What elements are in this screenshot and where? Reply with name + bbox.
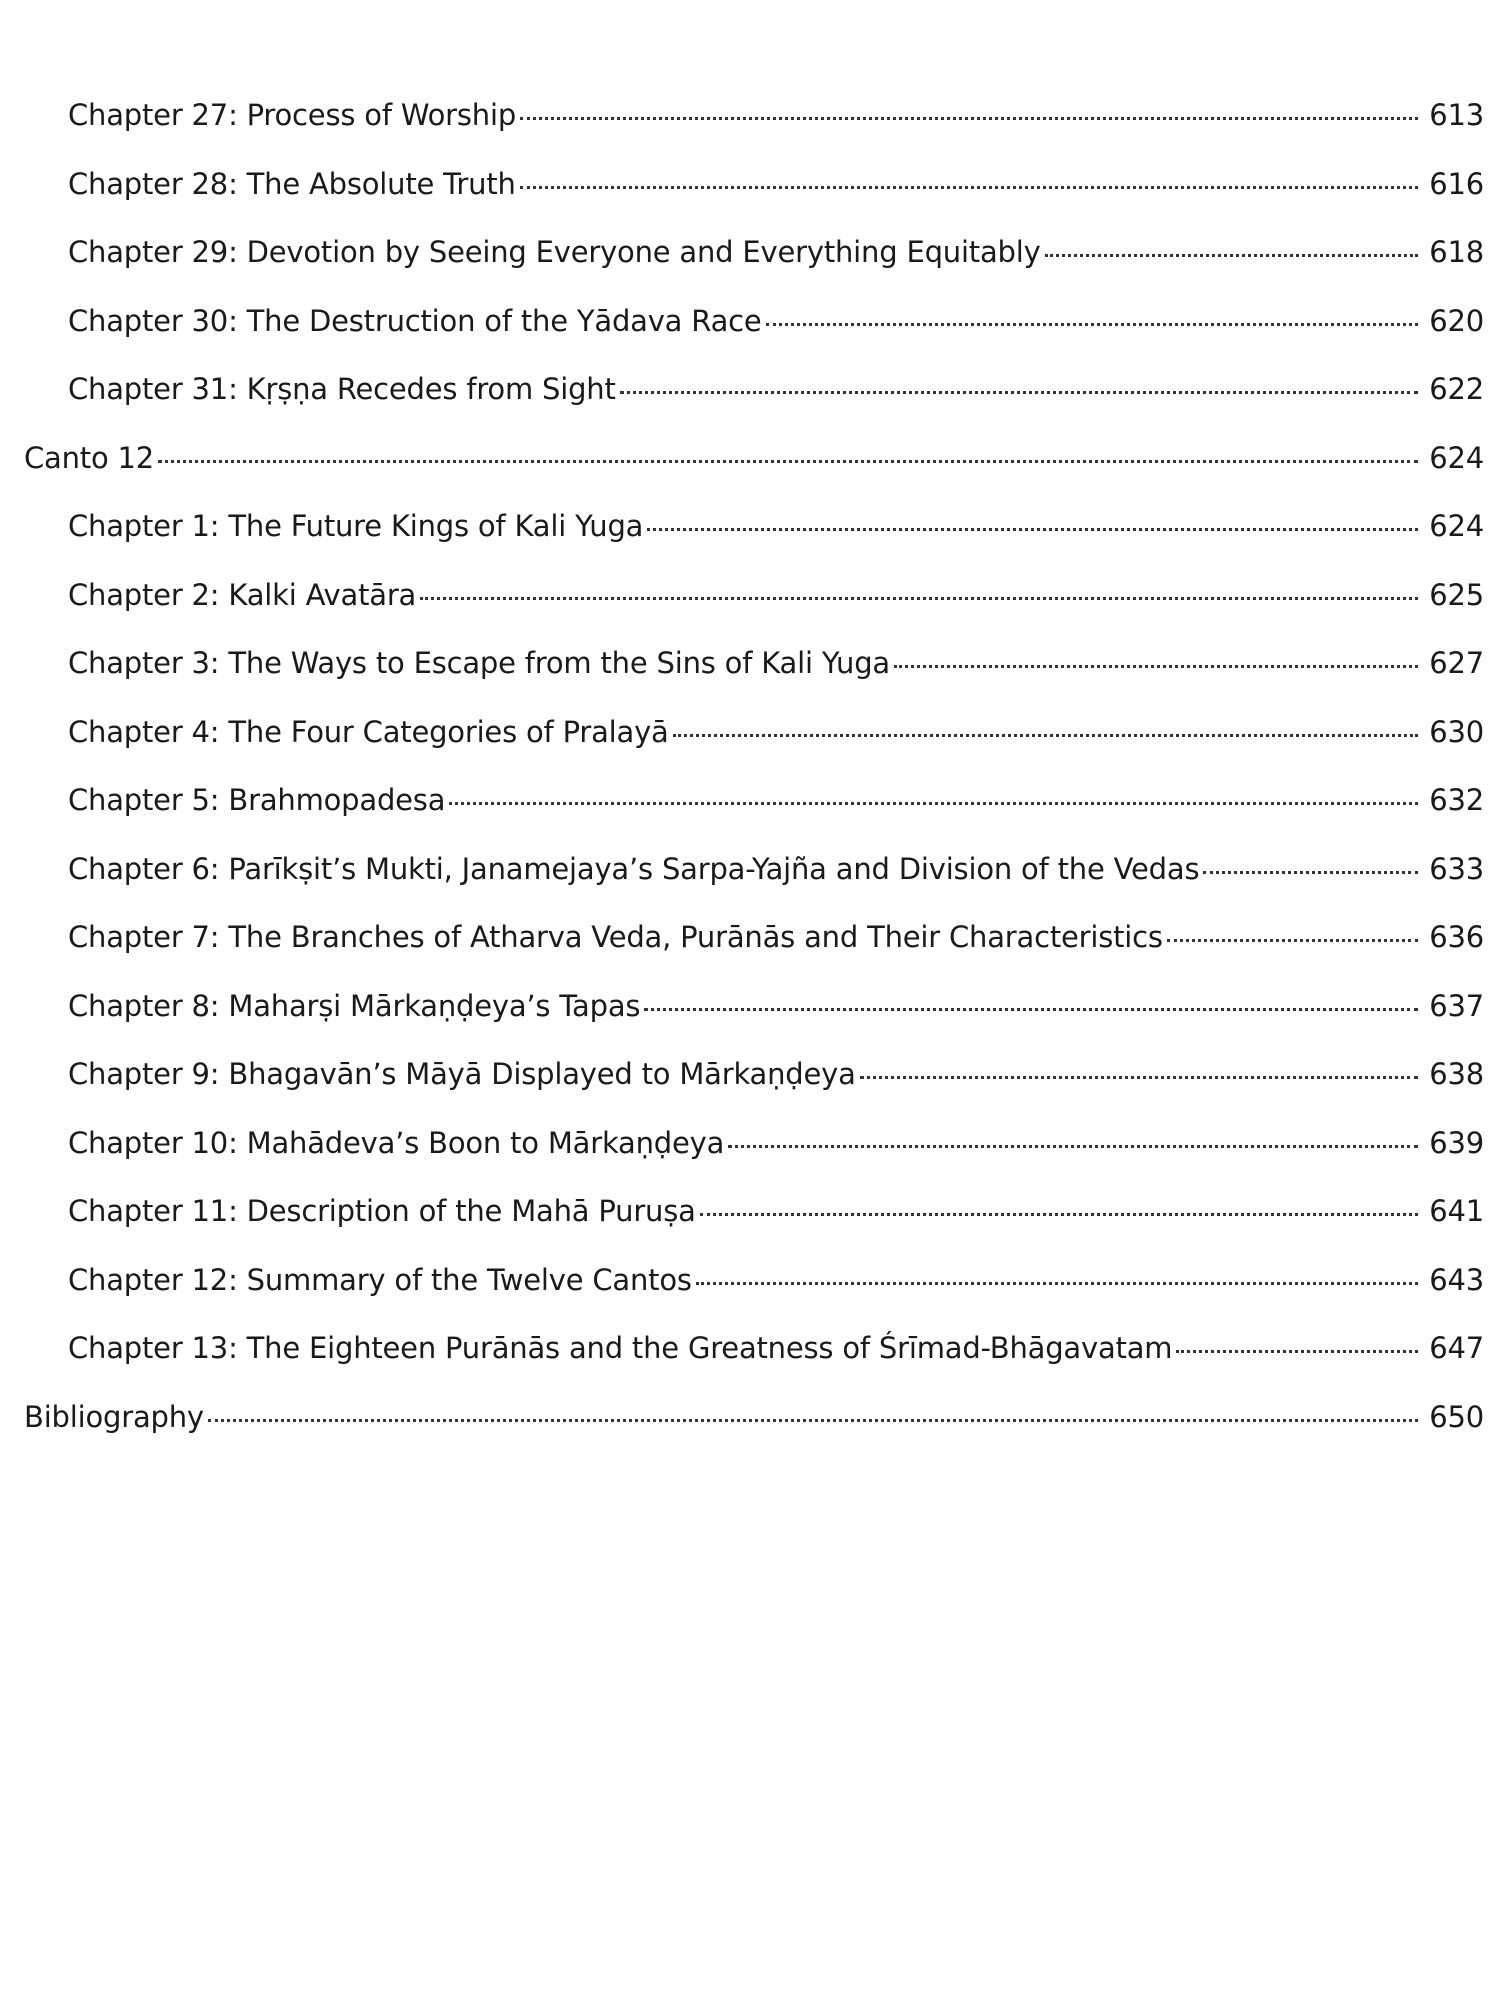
toc-entry-page-number: 637 <box>1429 988 1484 1023</box>
dot-leader <box>673 734 1418 737</box>
toc-entry-page-number: 647 <box>1429 1331 1484 1365</box>
toc-entry-title: Chapter 2: Kalki Avatāra <box>68 577 417 612</box>
toc-entry-title: Chapter 3: The Ways to Escape from the Sins of Kali Yuga <box>68 646 890 680</box>
dot-leader <box>894 665 1418 668</box>
toc-entry-title: Chapter 4: The Four Categories of Pralayā <box>68 714 669 749</box>
toc-entry-title: Chapter 12: Summary of the Twelve Cantos <box>68 1262 692 1297</box>
dot-leader <box>449 802 1418 805</box>
toc-entry-page-number: 632 <box>1429 783 1484 817</box>
toc-chapter-entry <box>24 1126 1484 1195</box>
dot-leader <box>860 1076 1418 1079</box>
dot-leader <box>696 1282 1418 1285</box>
toc-chapter-entry <box>24 1263 1484 1332</box>
toc-chapter-entry <box>24 715 1484 784</box>
dot-leader <box>644 1008 1418 1011</box>
dot-leader <box>520 186 1418 189</box>
dot-leader <box>1045 254 1418 257</box>
toc-section-entry <box>24 1400 1484 1469</box>
toc-entry-page-number: 639 <box>1429 1125 1484 1160</box>
dot-leader <box>728 1145 1418 1148</box>
toc-entry-page-number: 638 <box>1429 1057 1484 1091</box>
dot-leader <box>1203 871 1418 874</box>
toc-entry-page-number: 613 <box>1429 98 1484 132</box>
dot-leader <box>158 460 1418 463</box>
toc-chapter-entry <box>24 372 1484 441</box>
toc-chapter-entry <box>24 235 1484 304</box>
toc-entry-page-number: 633 <box>1429 851 1484 886</box>
toc-entry-page-number: 620 <box>1429 303 1484 338</box>
toc-entry-page-number: 650 <box>1429 1399 1484 1434</box>
toc-chapter-entry <box>24 852 1484 921</box>
toc-entry-page-number: 627 <box>1429 646 1484 680</box>
dot-leader <box>766 323 1418 326</box>
toc-chapter-entry <box>24 304 1484 373</box>
toc-entry-page-number: 625 <box>1429 577 1484 612</box>
dot-leader <box>1176 1350 1418 1353</box>
toc-entry-page-number: 636 <box>1429 920 1484 954</box>
toc-entry-title: Chapter 29: Devotion by Seeing Everyone and Everything Equitably <box>68 235 1041 269</box>
toc-chapter-entry <box>24 1194 1484 1263</box>
toc-chapter-entry <box>24 783 1484 852</box>
toc-entry-title: Chapter 6: Parīkṣit’s Mukti, Janamejaya’s Sarpa-Yajña and Division of the Vedas <box>68 851 1200 886</box>
dot-leader <box>700 1213 1418 1216</box>
toc-chapter-entry <box>24 98 1484 167</box>
dot-leader <box>647 528 1418 531</box>
toc-entry-title: Chapter 7: The Branches of Atharva Veda, Purānās and Their Characteristics <box>68 920 1163 954</box>
toc-entry-title: Chapter 11: Description of the Mahā Puruṣa <box>68 1194 696 1228</box>
table-of-contents <box>24 98 1484 1468</box>
toc-chapter-entry <box>24 167 1484 236</box>
toc-section-entry <box>24 441 1484 510</box>
toc-entry-page-number: 618 <box>1429 235 1484 269</box>
toc-chapter-entry <box>24 920 1484 989</box>
toc-entry-title: Chapter 28: The Absolute Truth <box>68 166 516 201</box>
toc-entry-page-number: 622 <box>1429 372 1484 406</box>
toc-entry-page-number: 630 <box>1429 714 1484 749</box>
toc-entry-title: Chapter 5: Brahmopadesa <box>68 783 446 817</box>
dot-leader <box>520 117 1418 120</box>
dot-leader <box>208 1419 1418 1422</box>
toc-entry-title: Chapter 9: Bhagavān’s Māyā Displayed to Mārkaṇḍeya <box>68 1057 856 1091</box>
toc-chapter-entry <box>24 646 1484 715</box>
toc-chapter-entry <box>24 989 1484 1058</box>
toc-entry-title: Chapter 8: Maharṣi Mārkaṇḍeya’s Tapas <box>68 988 641 1023</box>
toc-chapter-entry <box>24 1057 1484 1126</box>
toc-entry-title: Chapter 30: The Destruction of the Yādava Race <box>68 303 762 338</box>
dot-leader <box>420 597 1418 600</box>
dot-leader <box>1167 939 1418 942</box>
toc-entry-title: Bibliography <box>24 1399 204 1434</box>
toc-entry-page-number: 624 <box>1429 440 1484 475</box>
toc-entry-page-number: 643 <box>1429 1262 1484 1297</box>
toc-entry-title: Chapter 13: The Eighteen Purānās and the Greatness of Śrīmad-Bhāgavatam <box>68 1331 1173 1365</box>
toc-chapter-entry <box>24 509 1484 578</box>
toc-chapter-entry <box>24 1331 1484 1400</box>
dot-leader <box>620 391 1418 394</box>
toc-entry-title: Chapter 1: The Future Kings of Kali Yuga <box>68 509 644 543</box>
toc-entry-title: Chapter 10: Mahādeva’s Boon to Mārkaṇḍeya <box>68 1125 725 1160</box>
toc-entry-title: Chapter 27: Process of Worship <box>68 98 517 132</box>
toc-entry-title: Chapter 31: Kṛṣṇa Recedes from Sight <box>68 372 616 406</box>
toc-entry-page-number: 641 <box>1429 1194 1484 1228</box>
toc-entry-page-number: 616 <box>1429 166 1484 201</box>
toc-entry-page-number: 624 <box>1429 509 1484 543</box>
toc-entry-title: Canto 12 <box>24 440 155 475</box>
toc-chapter-entry <box>24 578 1484 647</box>
